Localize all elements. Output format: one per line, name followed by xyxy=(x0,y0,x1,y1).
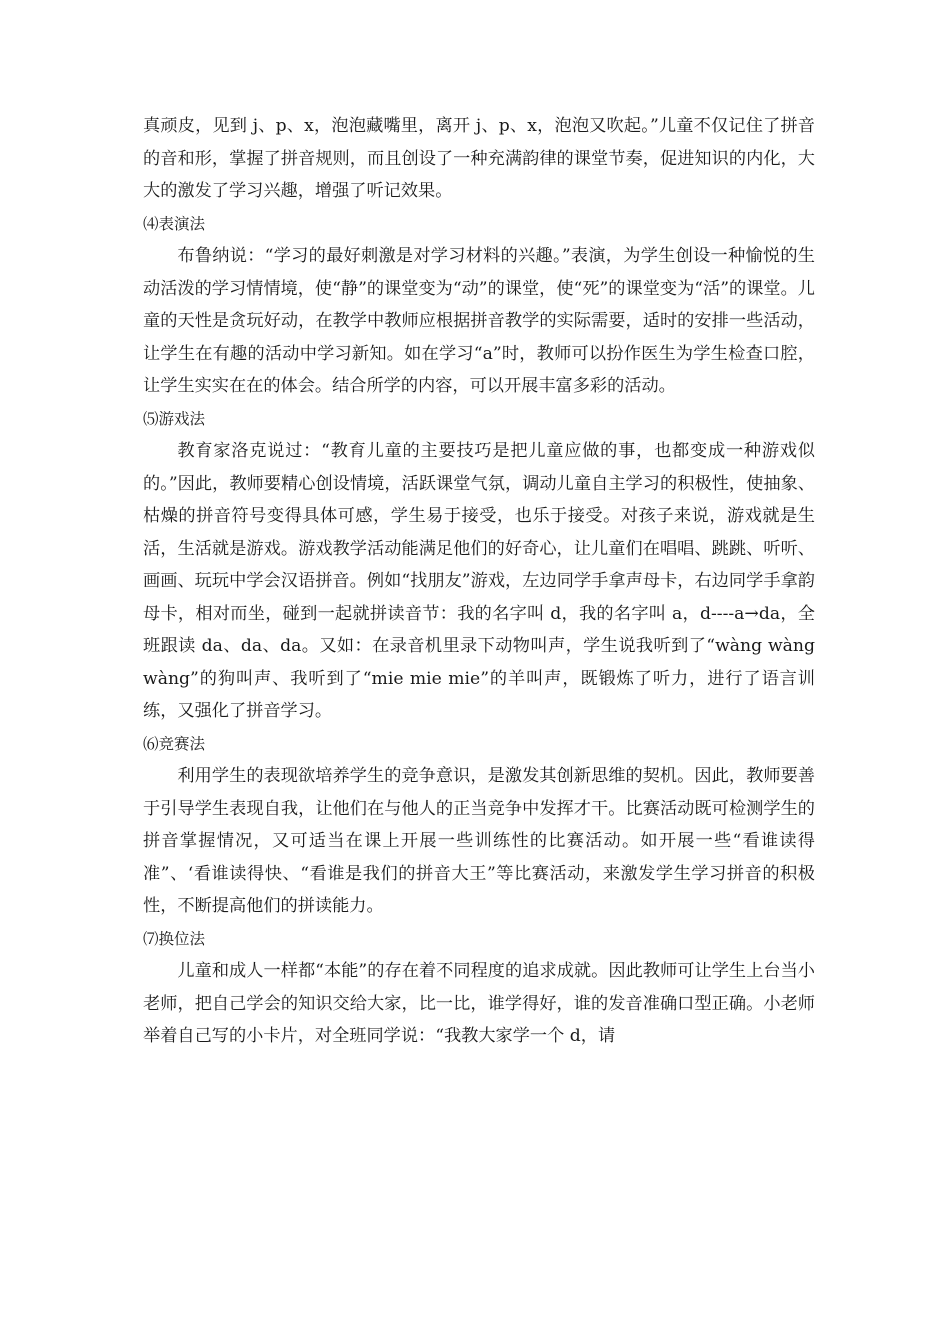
heading-competition-method: ⑹竞赛法 xyxy=(143,734,206,753)
paragraph-continued: 真顽皮，见到 j、p、x，泡泡藏嘴里，离开 j、p、x，泡泡又吹起。”儿童不仅记住了拼音的音和形，掌握了拼音规则，而且创设了一种充满韵律的课堂节奏，促进知识的内化，大大的激发了学习兴趣，增强了听记效果。 xyxy=(143,116,815,201)
heading-performance-method: ⑷表演法 xyxy=(143,214,206,233)
document-page xyxy=(143,110,815,1053)
heading-role-swap-method: ⑺换位法 xyxy=(143,929,206,948)
paragraph-competition-method: 利用学生的表现欲培养学生的竞争意识，是激发其创新思维的契机。因此，教师要善于引导学生表现自我，让他们在与他人的正当竞争中发挥才干。比赛活动既可检测学生的拼音掌握情况，又可适当在课上开展一些训练性的比赛活动。如开展一些“看谁读得准”、‘看谁读得快、“看谁是我们的拼音大王”等比赛活动，来激发学生学习拼音的积极性，不断提高他们的拼读能力。 xyxy=(143,766,815,916)
paragraph-game-method: 教育家洛克说过：“教育儿童的主要技巧是把儿童应做的事，也都变成一种游戏似的。”因此，教师要精心创设情境，活跃课堂气氛，调动儿童自主学习的积极性，使抽象、枯燥的拼音符号变得具体可感，学生易于接受，也乐于接受。对孩子来说，游戏就是生活，生活就是游戏。游戏教学活动能满足他们的好奇心，让儿童们在唱唱、跳跳、听听、画画、玩玩中学会汉语拼音。例如“找朋友”游戏，左边同学手拿声母卡，右边同学手拿韵母卡，相对而坐，碰到一起就拼读音节：我的名字叫 d，我的名字叫 a，d----a→da，全班跟读 da、da、da。又如：在录音机里录下动物叫声，学生说我听到了“wàng wàng wàng”的狗叫声、我听到了“mie mie mie”的羊叫声，既锻炼了听力，进行了语言训练，又强化了拼音学习。 xyxy=(143,441,815,721)
paragraph-performance-method: 布鲁纳说：“学习的最好刺激是对学习材料的兴趣。”表演，为学生创设一种愉悦的生动活泼的学习情情境，使“静”的课堂变为“动”的课堂，使“死”的课堂变为“活”的课堂。儿童的天性是贪玩好动，在教学中教师应根据拼音教学的实际需要，适时的安排一些活动，让学生在有趣的活动中学习新知。如在学习“a”时，教师可以扮作医生为学生检查口腔，让学生实实在在的体会。结合所学的内容，可以开展丰富多彩的活动。 xyxy=(143,246,815,396)
paragraph-role-swap-method: 儿童和成人一样都“本能”的存在着不同程度的追求成就。因此教师可让学生上台当小老师，把自己学会的知识交给大家，比一比，谁学得好，谁的发音准确口型正确。小老师举着自己写的小卡片，对全班同学说：“我教大家学一个 d，请 xyxy=(143,961,815,1046)
heading-game-method: ⑸游戏法 xyxy=(143,409,206,428)
